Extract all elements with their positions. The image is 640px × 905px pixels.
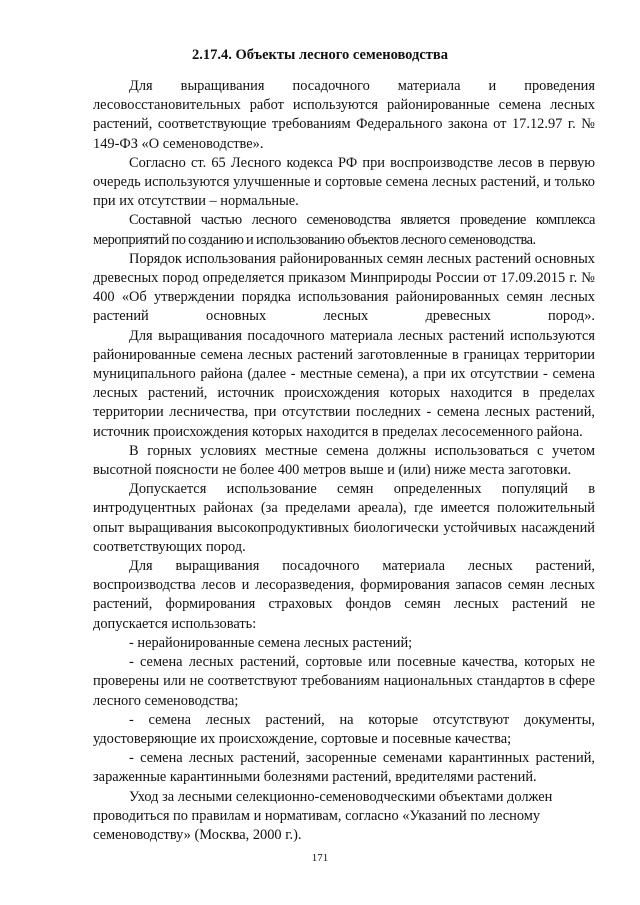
- document-body: [93, 77, 595, 845]
- page-number: 171: [311, 852, 329, 864]
- list-item-infested-seeds: - семена лесных растений, засоренные семенами карантинных растений, зараженные карантинными болезнями растений, вредителями растений.: [93, 750, 595, 786]
- list-item-undocumented-seeds: - семена лесных растений, на которые отсутствуют документы, удостоверяющие их происхождение, сортовые и посевные качества;: [93, 711, 595, 747]
- list-item-unzoned-seeds: - нерайонированные семена лесных растений;: [129, 634, 413, 651]
- paragraph-introduction-regions: Допускается использование семян определенных популяций в интродуцентных районах (за пределами ареала), где имеется положительный опыт выращивания высокопродуктивных биологически устойчивых насаждений соответствующих пород.: [93, 481, 595, 555]
- paragraph-prohibited-intro: Для выращивания посадочного материала лесных растений, воспроизводства лесов и лесоразведения, формирования запасов семян лесных растений, формирования страховых фондов семян лесных растений не допускается использовать:: [93, 558, 595, 632]
- paragraph-mountain-conditions: В горных условиях местные семена должны использоваться с учетом высотной поясности не более 400 метров выше и (или) ниже места заготовки.: [93, 442, 595, 479]
- list-item-unverified-seeds: - семена лесных растений, сортовые или посевные качества, которых не проверены или не соответствуют требованиям национальных стандартов в сфере лесного семеноводства;: [93, 654, 595, 709]
- paragraph-order-of-use: Порядок использования районированных семян лесных растений основных древесных пород определяется приказом Минприроды России от 17.09.2015 г. № 400 «Об утверждении порядка использования районированных семян лесных растений основных лесных древесных пород».: [93, 250, 595, 325]
- paragraph-maintenance: Уход за лесными селекционно-семеноводческими объектами должен проводиться по правилам и нормативам, согласно «Указаний по лесному семеноводству» (Москва, 2000 г.).: [93, 788, 553, 843]
- paragraph-local-seeds: Для выращивания посадочного материала лесных растений используются районированные семена лесных растений заготовленные в границах территории муниципального района (далее - местные семена), а при их отсутствии - семена лесных растений, источник происхождения которых находится в пределах территории лесничества, при отсутствии последних - семена лесных растений, источник происхождения которых находится в пределах лесосеменного района.: [93, 327, 595, 440]
- paragraph-seed-measures: Составной частью лесного семеноводства является проведение комплекса мероприятий по созданию и использованию объектов лесного семеноводства.: [93, 212, 595, 248]
- paragraph-seed-requirements: Для выращивания посадочного материала и проведения лесовосстановительных работ используются районированные семена лесных растений, соответствующие требованиям Федерального закона от 17.12.97 г. № 149-ФЗ «О семеноводстве».: [93, 78, 595, 152]
- paragraph-forest-code: Согласно ст. 65 Лесного кодекса РФ при воспроизводстве лесов в первую очередь используются улучшенные и сортовые семена лесных растений, и только при их отсутствии – нормальные.: [93, 154, 595, 210]
- section-heading: 2.17.4. Объекты лесного семеноводства: [191, 47, 448, 63]
